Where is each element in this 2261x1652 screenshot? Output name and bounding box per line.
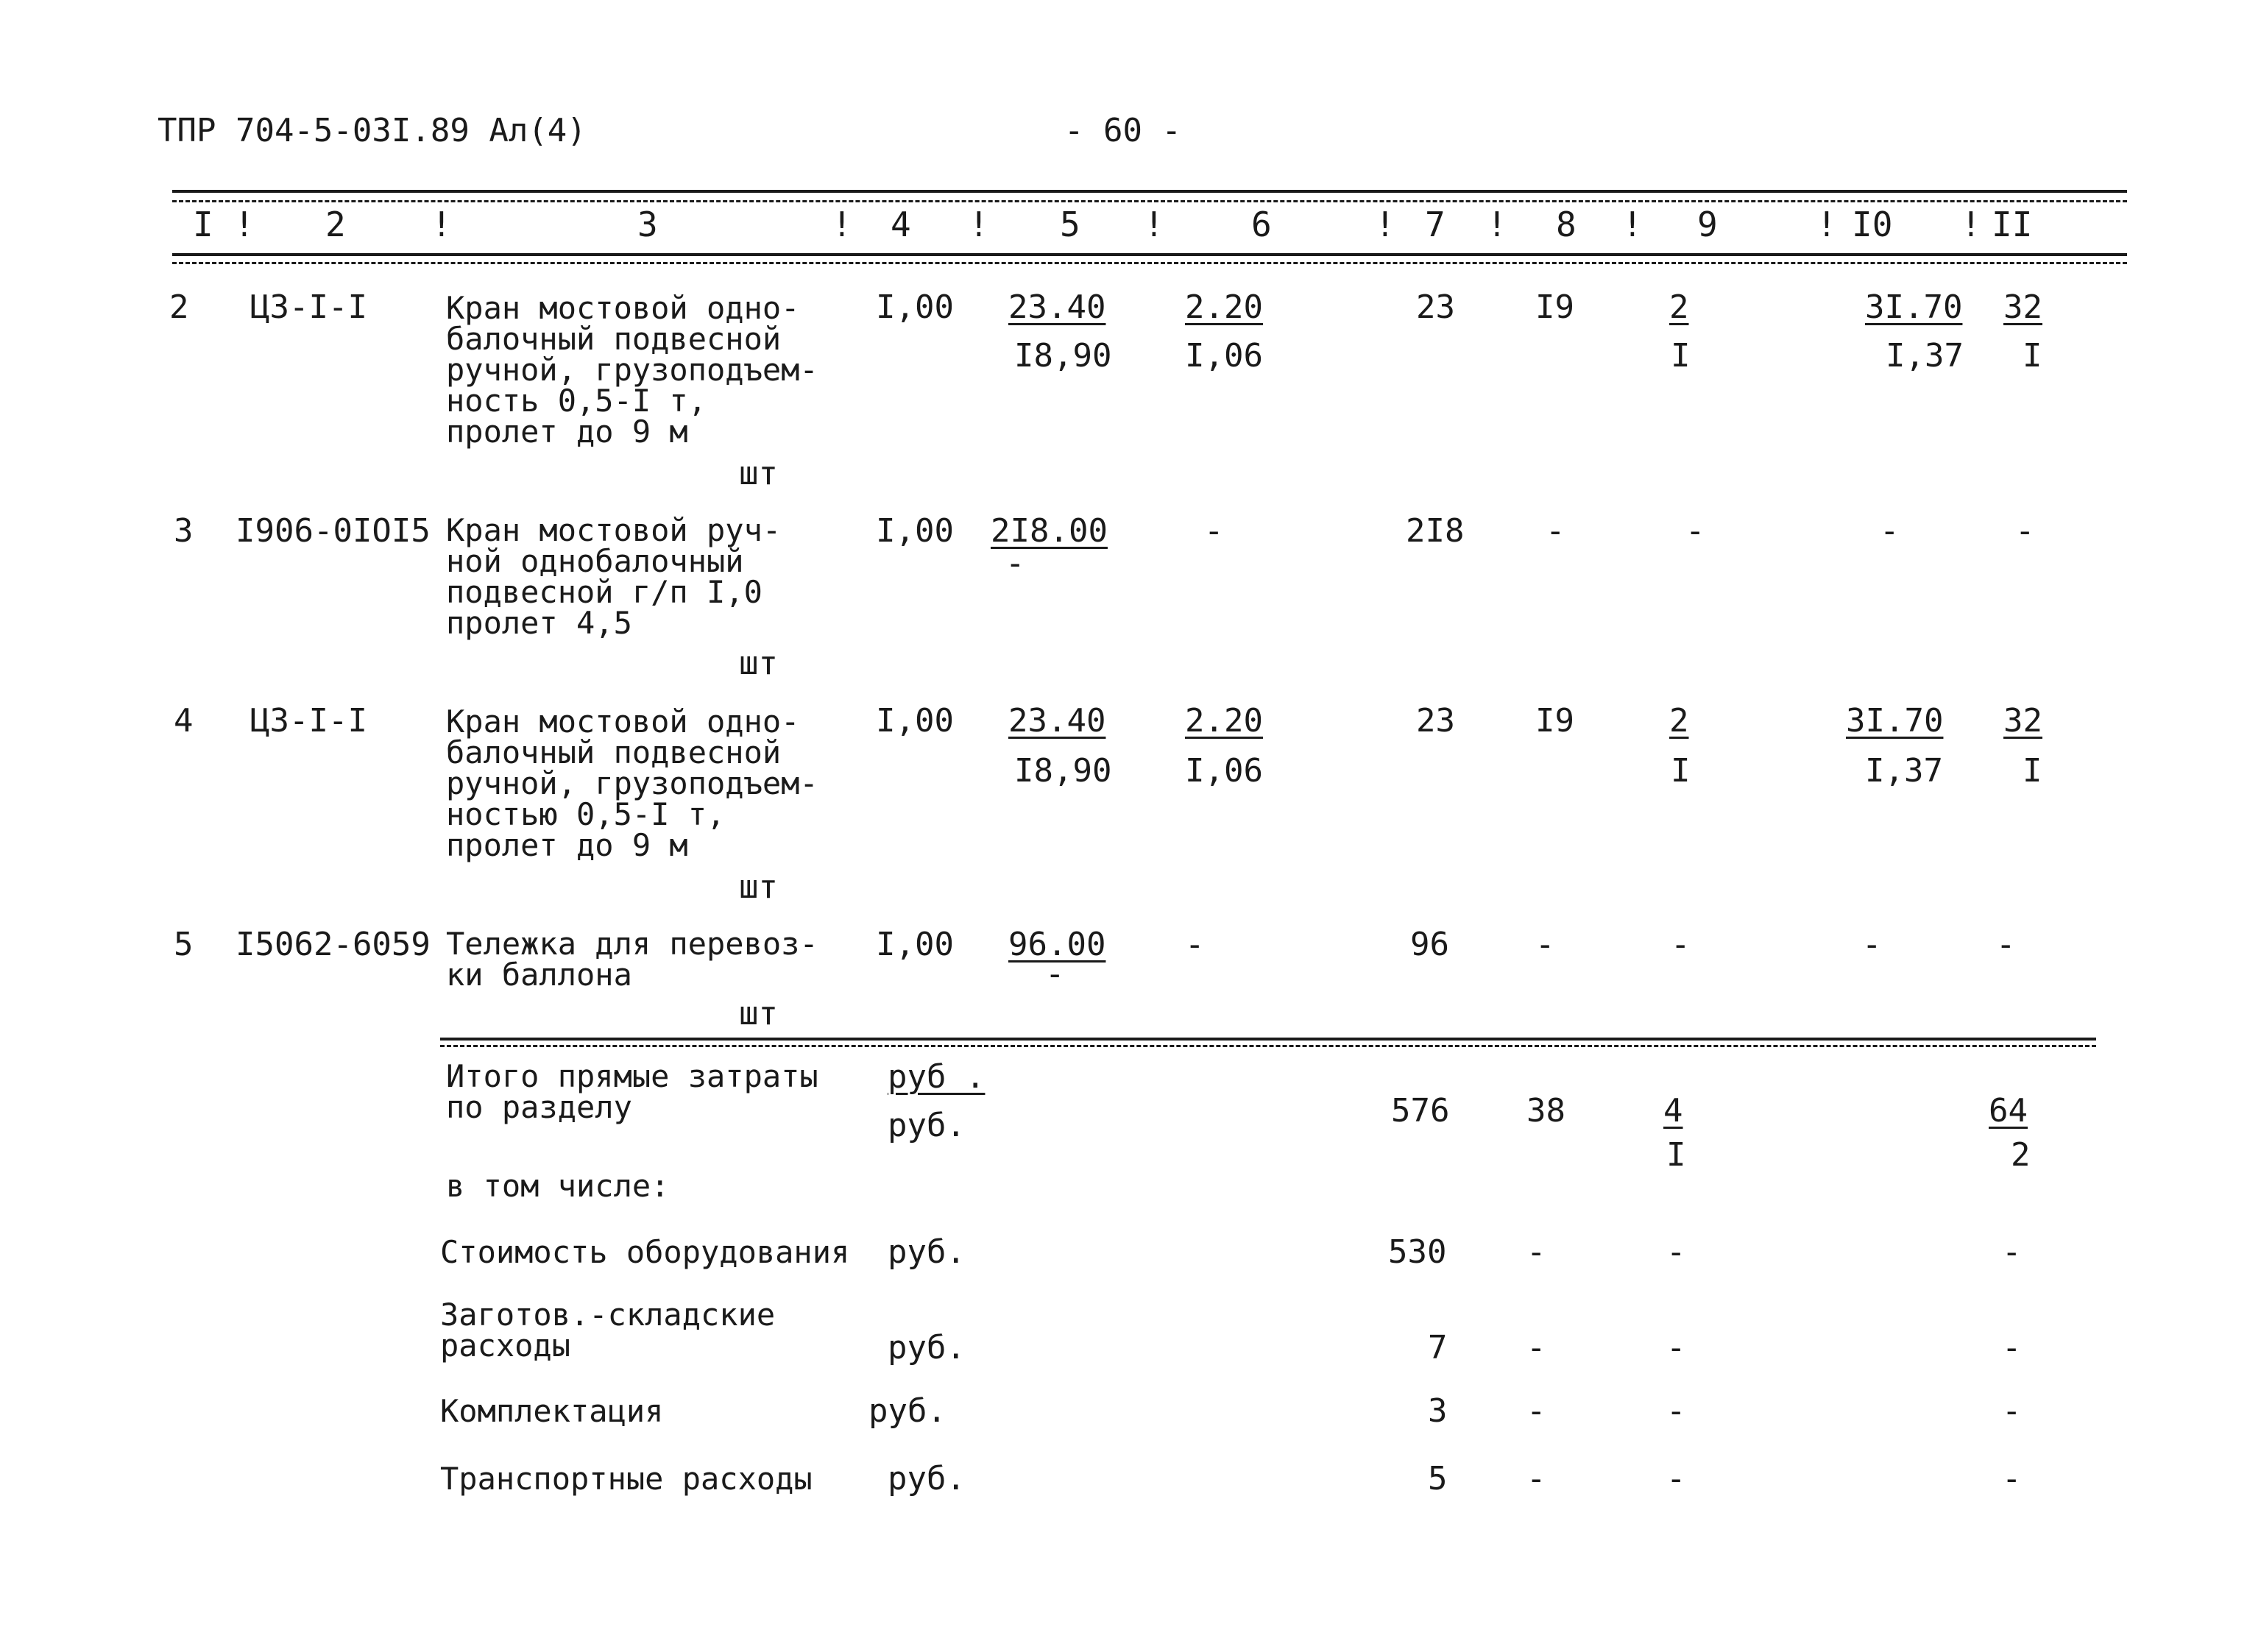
col-header-1: I [193, 205, 213, 244]
col5-bottom: - [1045, 955, 1065, 993]
totals-unit-top: руб . [888, 1058, 986, 1096]
col10-top: 3I.70 [1865, 288, 1963, 326]
row-unit: шт [739, 645, 778, 682]
breakdown-col8: - [1526, 1460, 1546, 1497]
col9: - [1671, 926, 1691, 963]
col9-top: 2 [1669, 702, 1689, 740]
col11: - [1996, 926, 2016, 963]
col9-bottom: I [1671, 337, 1691, 375]
col8: - [1546, 512, 1565, 550]
col-sep: ! [1961, 205, 1981, 244]
breakdown-col7: 7 [1428, 1329, 1448, 1366]
col6: - [1185, 926, 1205, 963]
col-header-9: 9 [1697, 205, 1718, 244]
col7: 23 [1416, 288, 1455, 326]
col-sep: ! [1622, 205, 1643, 244]
col-header-8: 8 [1556, 205, 1577, 244]
row-quantity: I,00 [876, 702, 954, 740]
row-description: Тележка для перевоз- ки баллона [446, 926, 818, 993]
breakdown-col11: - [2002, 1460, 2022, 1497]
row-quantity: I,00 [876, 288, 954, 326]
col-sep: ! [431, 205, 452, 244]
row-code: ЦЗ-I-I [250, 702, 367, 740]
col11-bottom: I [2023, 752, 2042, 790]
row-unit: шт [739, 995, 778, 1032]
col7: 2I8 [1406, 512, 1465, 550]
totals-unit-bottom: руб. [888, 1107, 966, 1144]
col-sep: ! [969, 205, 989, 244]
totals-col11-bottom: 2 [2011, 1136, 2031, 1174]
col8: I9 [1535, 702, 1574, 740]
col10-bottom: I,37 [1865, 752, 1943, 790]
breakdown-col7: 3 [1428, 1392, 1448, 1430]
row-number: 4 [174, 702, 194, 740]
col6: - [1204, 512, 1224, 550]
totals-col9-bottom: I [1666, 1136, 1686, 1174]
col6-top: 2.20 [1185, 288, 1263, 326]
col-header-10: I0 [1852, 205, 1893, 244]
row-code: I906-0IOI5 [236, 512, 431, 550]
totals-rule-2 [440, 1045, 2096, 1047]
col9-bottom: I [1671, 752, 1691, 790]
row-code: ЦЗ-I-I [250, 288, 367, 326]
col-header-4: 4 [891, 205, 911, 244]
col5-bottom: I8,90 [1014, 752, 1112, 790]
breakdown-col7: 530 [1388, 1233, 1447, 1271]
totals-col8: 38 [1526, 1092, 1565, 1130]
breakdown-col9: - [1666, 1329, 1686, 1366]
breakdown-col11: - [2002, 1392, 2022, 1430]
col-sep: ! [1816, 205, 1837, 244]
col6-top: 2.20 [1185, 702, 1263, 740]
col11-top: 32 [2003, 288, 2042, 326]
col-sep: ! [832, 205, 852, 244]
totals-col9-top: 4 [1663, 1092, 1683, 1130]
col-header-6: 6 [1251, 205, 1272, 244]
col10: - [1880, 512, 1900, 550]
row-description: Кран мостовой одно- балочный подвесной ручной, грузоподъем- ность 0,5-I т, пролет до 9 м [446, 290, 818, 450]
col7: 23 [1416, 702, 1455, 740]
breakdown-unit: руб. [868, 1392, 946, 1430]
row-number: 2 [169, 288, 189, 326]
col11-top: 32 [2003, 702, 2042, 740]
col10: - [1862, 926, 1882, 963]
breakdown-label: Стоимость оборудования [440, 1234, 850, 1270]
row-number: 3 [174, 512, 194, 550]
row-quantity: I,00 [876, 512, 954, 550]
col-header-5: 5 [1060, 205, 1080, 244]
col5-top: 2I8.00 [991, 512, 1108, 550]
totals-col11-top: 64 [1989, 1092, 2028, 1130]
header-bottom-rule [172, 253, 2127, 256]
breakdown-col11: - [2002, 1329, 2022, 1366]
breakdown-col8: - [1526, 1392, 1546, 1430]
totals-rule [440, 1038, 2096, 1041]
col-sep: ! [234, 205, 255, 244]
breakdown-col8: - [1526, 1329, 1546, 1366]
including-label: в том числе: [446, 1168, 670, 1204]
row-code: I5062-6059 [236, 926, 431, 963]
breakdown-col9: - [1666, 1233, 1686, 1271]
breakdown-label: Транспортные расходы [440, 1461, 813, 1497]
col-header-2: 2 [325, 205, 346, 244]
col11-bottom: I [2023, 337, 2042, 375]
col7: 96 [1410, 926, 1449, 963]
breakdown-col7: 5 [1428, 1460, 1448, 1497]
col-sep: ! [1487, 205, 1507, 244]
col9-top: 2 [1669, 288, 1689, 326]
breakdown-col9: - [1666, 1460, 1686, 1497]
col5-bottom: - [1005, 545, 1025, 582]
document-code: ТПР 704-5-03I.89 Ал(4) [158, 112, 587, 149]
col9: - [1685, 512, 1705, 550]
row-description: Кран мостовой одно- балочный подвесной ручной, грузоподъем- ностью 0,5-I т, пролет до 9 м [446, 703, 818, 863]
breakdown-unit: руб. [888, 1460, 966, 1497]
col-header-3: 3 [637, 205, 658, 244]
header-bottom-rule-2 [172, 262, 2127, 264]
col-header-7: 7 [1425, 205, 1446, 244]
col6-bottom: I,06 [1185, 337, 1263, 375]
page-number: - 60 - [1064, 112, 1181, 149]
breakdown-unit: руб. [888, 1233, 966, 1271]
breakdown-col9: - [1666, 1392, 1686, 1430]
totals-col7: 576 [1391, 1092, 1450, 1130]
col8: I9 [1535, 288, 1574, 326]
col5-top: 96.00 [1008, 926, 1106, 963]
row-description: Кран мостовой руч- ной однобалочный подвесной г/п I,0 пролет 4,5 [446, 512, 782, 641]
col-sep: ! [1375, 205, 1395, 244]
breakdown-col8: - [1526, 1233, 1546, 1271]
col11: - [2015, 512, 2035, 550]
col5-top: 23.40 [1008, 288, 1106, 326]
col-header-11: II [1992, 205, 2033, 244]
breakdown-label: Заготов.-складские расходы [440, 1297, 776, 1364]
row-unit: шт [739, 868, 778, 906]
row-quantity: I,00 [876, 926, 954, 963]
col10-top: 3I.70 [1846, 702, 1944, 740]
header-top-rule-2 [172, 200, 2127, 202]
col5-bottom: I8,90 [1014, 337, 1112, 375]
totals-label: Итого прямые затраты по разделу [446, 1058, 818, 1125]
col5-top: 23.40 [1008, 702, 1106, 740]
col8: - [1535, 926, 1555, 963]
breakdown-label: Комплектация [440, 1393, 664, 1429]
breakdown-col11: - [2002, 1233, 2022, 1271]
col-sep: ! [1144, 205, 1164, 244]
row-unit: шт [739, 455, 778, 492]
col6-bottom: I,06 [1185, 752, 1263, 790]
col10-bottom: I,37 [1886, 337, 1964, 375]
row-number: 5 [174, 926, 194, 963]
breakdown-unit: руб. [888, 1329, 966, 1366]
header-top-rule [172, 190, 2127, 193]
